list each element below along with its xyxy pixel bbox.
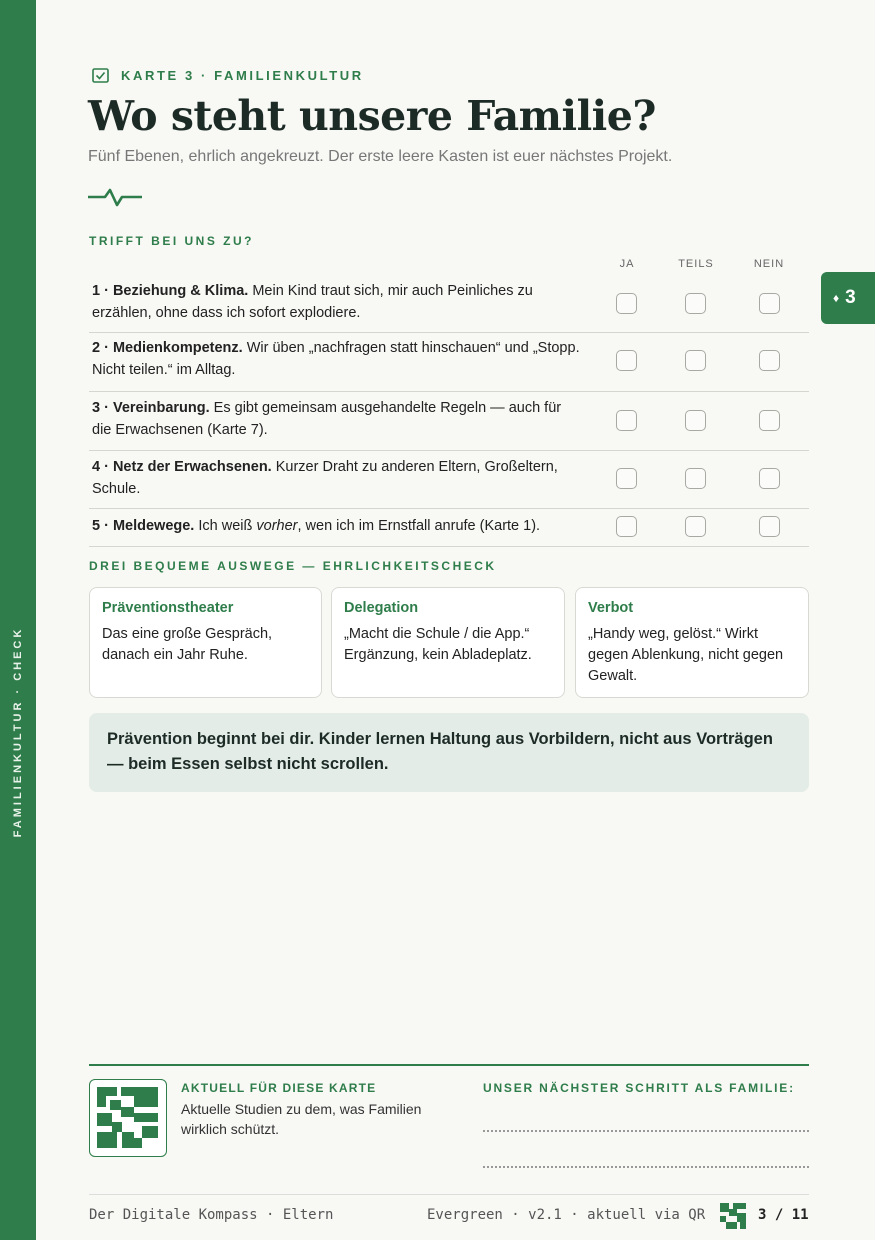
checkbox-ja[interactable] [616, 293, 637, 314]
diamond-icon: ♦ [833, 291, 840, 305]
checklist-row [89, 274, 809, 333]
page-number: 3 / 11 [758, 1207, 809, 1223]
sidebar-label: FAMILIENKULTUR · CHECK [12, 626, 24, 838]
checkbox-teils[interactable] [685, 410, 706, 431]
checkbox-teils[interactable] [685, 468, 706, 489]
row-text: 5 · Meldewege. Ich weiß vorher, wen ich im Ernstfall anrufe (Karte 1). [92, 518, 541, 534]
row-text: 4 · Netz der Erwachsenen. Kurzer Draht zu anderen Eltern, Großeltern, Schule. [92, 459, 558, 497]
qr-description: Aktuelle Studien zu dem, was Familien wirklich schützt. [181, 1101, 422, 1137]
card-eyebrow [92, 68, 364, 83]
row-text: 3 · Vereinbarung. Es gibt gemeinsam ausgehandelte Regeln — auch für die Erwachsenen (Karte 7). [92, 400, 562, 438]
next-step-heading: UNSER NÄCHSTER SCHRITT ALS FAMILIE: [483, 1081, 795, 1095]
checkbox-ja[interactable] [616, 516, 637, 537]
checklist-row [89, 450, 809, 509]
card-body: Das eine große Gespräch, danach ein Jahr Ruhe. [102, 626, 273, 663]
version-text: Evergreen · v2.1 · aktuell via QR [427, 1207, 706, 1223]
checklist-row [89, 332, 809, 392]
qr-code-icon [90, 1080, 165, 1155]
pulse-icon [88, 186, 144, 208]
checkbox-teils[interactable] [685, 516, 706, 537]
row-text: 2 · Medienkompetenz. Wir üben „nachfragen statt hinschauen“ und „Stopp. Nicht teilen.“ im Alltag. [92, 340, 580, 378]
escape-card [331, 587, 565, 698]
checkbox-ja[interactable] [616, 350, 637, 371]
checkbox-ja[interactable] [616, 468, 637, 489]
write-line[interactable] [483, 1130, 809, 1132]
footer-divider [89, 1064, 809, 1066]
checkbox-teils[interactable] [685, 350, 706, 371]
checkbox-nein[interactable] [759, 410, 780, 431]
eyebrow-text: KARTE 3 · FAMILIENKULTUR [121, 68, 364, 83]
qr-heading: AKTUELL FÜR DIESE KARTE [181, 1081, 377, 1095]
escape-cards [89, 587, 809, 698]
card-title: Präventionstheater [102, 600, 234, 616]
bottom-divider [89, 1194, 809, 1195]
card-title: Verbot [588, 600, 634, 616]
mini-qr-icon [720, 1203, 746, 1229]
brand-text: Der Digitale Kompass · Eltern [89, 1207, 334, 1223]
checkbox-teils[interactable] [685, 293, 706, 314]
checklist-row [89, 508, 809, 547]
row-text: 1 · Beziehung & Klima. Mein Kind traut sich, mir auch Peinliches zu erzählen, ohne dass ich sofort explodiere. [92, 283, 533, 321]
checklist-label: TRIFFT BEI UNS ZU? [89, 234, 254, 248]
write-line[interactable] [483, 1166, 809, 1168]
checkbox-nein[interactable] [759, 468, 780, 489]
checkbox-icon [92, 68, 109, 83]
checkbox-nein[interactable] [759, 293, 780, 314]
escape-card [575, 587, 809, 698]
page-subtitle: Fünf Ebenen, ehrlich angekreuzt. Der erste leere Kasten ist euer nächstes Projekt. [88, 148, 673, 165]
qr-code[interactable] [89, 1079, 167, 1157]
card-title: Delegation [344, 600, 419, 616]
card-body: „Handy weg, gelöst.“ Wirkt gegen Ablenkung, nicht gegen Gewalt. [588, 626, 784, 684]
column-ja: JA [619, 258, 635, 270]
page-title: Wo steht unsere Familie? [88, 92, 656, 140]
escape-card [89, 587, 322, 698]
card-body: „Macht die Schule / die App.“ Ergänzung, kein Abladeplatz. [344, 626, 532, 663]
page-tab[interactable] [821, 272, 875, 324]
checklist-row [89, 391, 809, 451]
checkbox-ja[interactable] [616, 410, 637, 431]
column-nein: NEIN [753, 258, 785, 270]
checkbox-nein[interactable] [759, 516, 780, 537]
sidebar-strip [0, 0, 36, 1240]
column-teils: TEILS [678, 258, 714, 270]
checkbox-nein[interactable] [759, 350, 780, 371]
escapes-label: DREI BEQUEME AUSWEGE — EHRLICHKEITSCHECK [89, 559, 497, 573]
key-message: Prävention beginnt bei dir. Kinder lernen Haltung aus Vorbildern, nicht aus Vorträgen — beim Essen selbst nicht scrollen. [89, 713, 809, 792]
page-tab-number: 3 [845, 287, 856, 308]
